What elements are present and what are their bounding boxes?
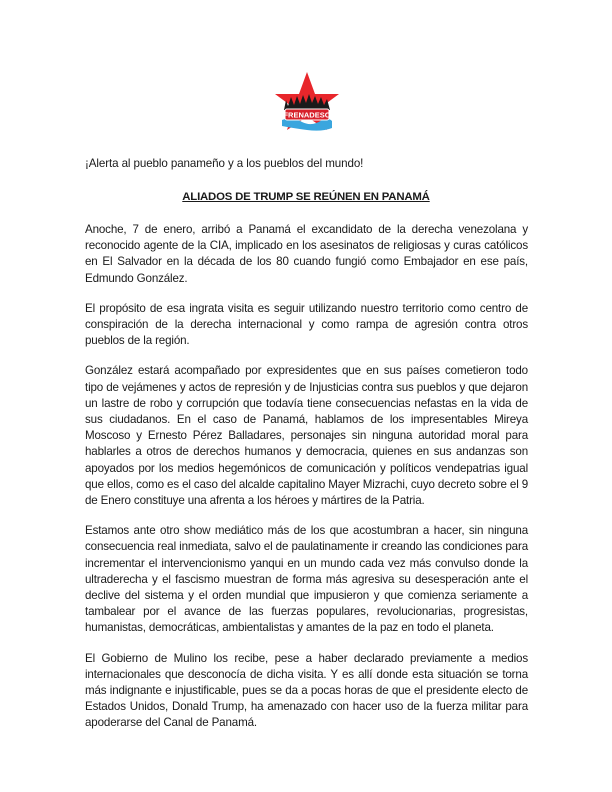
frenadeso-star-logo-icon — [272, 70, 342, 140]
paragraph: El Gobierno de Mulino los recibe, pese a haber declarado previamente a medios internacionales que desconocía de dicha visita. Y es allí donde esta situación se torna más indignante e injustificable, pues se da a pocas horas de que el presidente electo de Estados Unidos, Donald Trump, ha amenazado con hacer uso de la fuerza militar para apoderarse del Canal de Panamá. — [85, 651, 528, 730]
paragraph: Anoche, 7 de enero, arribó a Panamá el excandidato de la derecha venezolana y reconocido agente de la CIA, implicado en los asesinatos de religiosas y curas católicos en El Salvador en la década de los 80 cuando fungió como Embajador en ese país, Edmundo González. — [85, 223, 528, 285]
document-body — [85, 222, 528, 746]
headline: ALIADOS DE TRUMP SE REÚNEN EN PANAMÁ — [182, 191, 430, 203]
paragraph: González estará acompañado por expresidentes que en sus países cometieron todo tipo de vejámenes y actos de represión y de Injusticias contra sus pueblos y que dejaron un lastre de robo y corrupción que todavía tiene consecuencias nefastas en la vida de sus ciudadanos. En el caso de Panamá, hablamos de los impresentables Mireya Moscoso y Ernesto Pérez Balladares, personajes sin ninguna autoridad moral para hablarles a otros de derechos humanos y democracia, quienes en sus andanzas son apoyados por los medios hegemónicos de comunicación y políticos vendepatrias igual que ellos, como es el caso del alcalde capitalino Mayer Mizrachi, cuyo decreto sobre el 9 de Enero constituye una afrenta a los héroes y mártires de la Patria. — [85, 364, 528, 508]
logo-text: FRENADESO — [283, 110, 331, 120]
paragraph: Estamos ante otro show mediático más de los que acostumbran a hacer, sin ninguna consecuencia real inmediata, salvo el de paulatinamente ir creando las condiciones para incrementar el intervencionismo yanqui en un mundo cada vez más convulso donde la ultraderecha y el fascismo muestran de forma más agresiva su desesperación ante el declive del sistema y el orden mundial que impusieron y que comienza seriamente a tambalear por el avance de las fuerzas populares, revolucionarias, progresistas, humanistas, democráticas, ambientalistas y amantes de la paz en todo el planeta. — [85, 524, 528, 635]
greeting-line: ¡Alerta al pueblo panameño y a los pueblos del mundo! — [85, 157, 364, 170]
frenadeso-logo — [272, 70, 342, 140]
paragraph: El propósito de esa ingrata visita es seguir utilizando nuestro territorio como centro de conspiración de la derecha internacional y como rampa de agresión contra otros pueblos de la región. — [85, 301, 528, 348]
